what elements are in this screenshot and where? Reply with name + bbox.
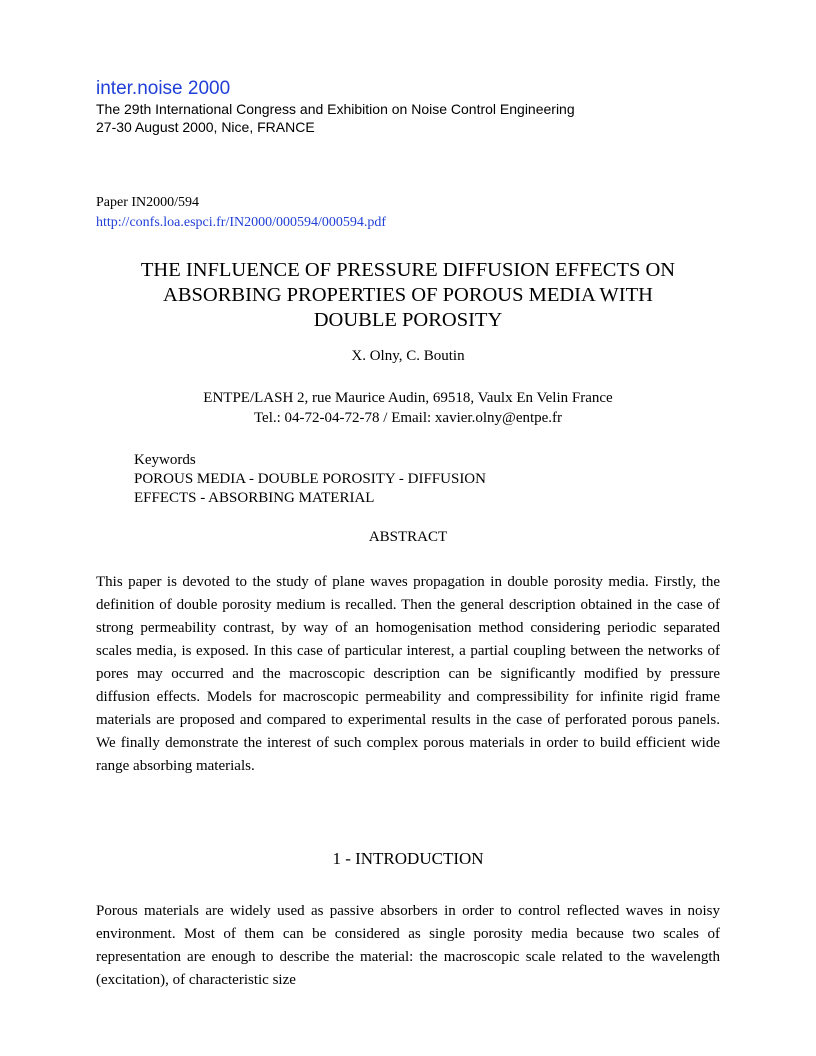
affiliation-address: ENTPE/LASH 2, rue Maurice Audin, 69518, Vaulx En Velin France	[203, 390, 613, 406]
paper-reference	[96, 193, 386, 233]
title-line: ABSORBING PROPERTIES OF POROUS MEDIA WITH	[163, 284, 653, 306]
affiliation-contact: Tel.: 04-72-04-72-78 / Email: xavier.olny@entpe.fr	[253, 410, 563, 426]
abstract-heading: ABSTRACT	[368, 529, 448, 545]
conference-full-title: The 29th International Congress and Exhibition on Noise Control Engineering	[96, 101, 575, 117]
keywords-line: EFFECTS - ABSORBING MATERIAL	[134, 490, 375, 506]
title-line: DOUBLE POROSITY	[313, 309, 503, 331]
abstract-text: This paper is devoted to the study of plane waves propagation in double porosity media. Firstly, the definition of double porosity medium is recalled. Then the general description obtained in the case of strong permeability contrast, by way of an homogenisation method considering periodic separated scales media, is exposed. In this case of particular interest, a partial coupling between the networks of pores may occurred and the macroscopic description can be significantly modified by pressure diffusion effects. Models for macroscopic permeability and compressibility for infinite rigid frame materials are proposed and compared to experimental results in the case of perforated porous panels. We finally demonstrate the interest of such complex porous materials in order to build efficient wide range absorbing materials.	[96, 574, 720, 774]
affiliation	[96, 388, 720, 428]
conference-name: inter.noise 2000	[96, 78, 231, 99]
introduction-text: Porous materials are widely used as passive absorbers in order to control reflected waves in noisy environment. Most of them can be considered as single porosity media because two scales of representation are enough to describe the material: the macroscopic scale related to the wavelength (excitation), of characteristic size	[96, 903, 720, 988]
paper-id: Paper IN2000/594	[96, 195, 200, 210]
paper-title	[96, 258, 720, 333]
conference-dates: 27-30 August 2000, Nice, FRANCE	[96, 119, 315, 135]
keywords-block	[134, 451, 486, 508]
title-line: THE INFLUENCE OF PRESSURE DIFFUSION EFFECTS ON	[140, 259, 676, 281]
keywords-label: Keywords	[134, 452, 196, 468]
paper-url-link[interactable]: http://confs.loa.espci.fr/IN2000/000594/000594.pdf	[96, 215, 387, 230]
conference-header	[96, 78, 575, 136]
keywords-line: POROUS MEDIA - DOUBLE POROSITY - DIFFUSION	[134, 471, 486, 487]
introduction-heading: 1 - INTRODUCTION	[332, 849, 484, 868]
authors: X. Olny, C. Boutin	[351, 348, 465, 364]
